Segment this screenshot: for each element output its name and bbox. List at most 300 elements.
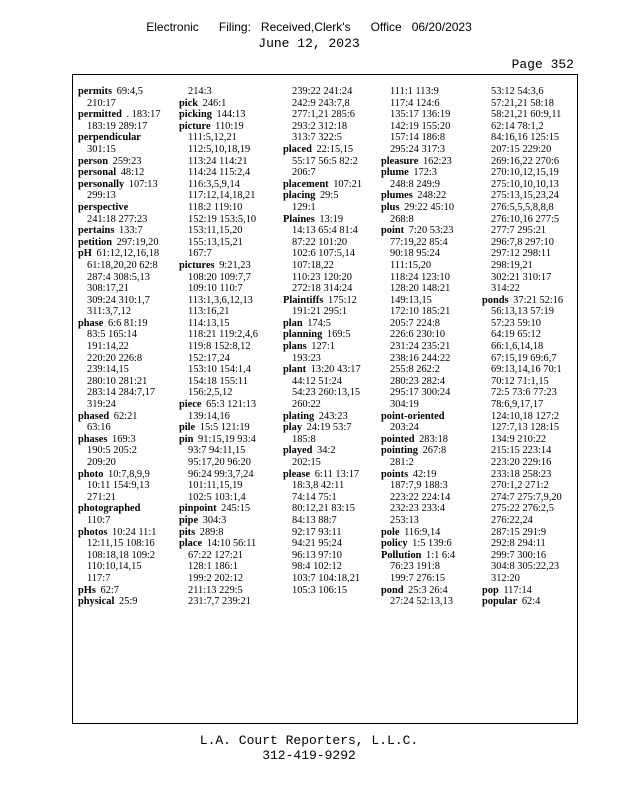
index-continuation: 102:5 103:1,4 [188, 491, 246, 503]
index-entry [179, 434, 277, 446]
index-references: 34:2 [314, 445, 336, 457]
index-continuation: 14:13 65:4 81:4 [292, 225, 358, 237]
index-references: 42:19 [410, 468, 437, 480]
index-continuation: 109:10 110:7 [188, 283, 243, 295]
index-headword: placed [283, 143, 312, 155]
index-references: 29:22 45:10 [401, 201, 455, 213]
index-continuation: 110:10,14,15 [87, 561, 142, 573]
index-headword: plating [283, 410, 315, 422]
index-entry [283, 318, 381, 330]
index-headword: Plaintiffs [283, 294, 324, 306]
index-references: 267:8 [419, 445, 447, 457]
transcript-date: June 12, 2023 [258, 36, 360, 51]
index-continuation: 275:13,15,23,24 [491, 190, 559, 202]
index-continuation: 287:15 291:9 [491, 526, 547, 538]
index-references: 62:21 [111, 410, 138, 422]
index-references: 24:19 53:7 [304, 422, 352, 434]
index-continuation: 116:3,5,9,14 [188, 178, 240, 190]
index-entry [381, 550, 479, 562]
index-entry [78, 225, 176, 237]
index-entry [179, 538, 277, 550]
index-headword: person [78, 155, 109, 167]
index-continuation: 211:13 229:5 [188, 584, 243, 596]
index-continuation: 149:13,15 [390, 294, 432, 306]
index-entry [78, 318, 176, 330]
index-continuation: 295:17 300:24 [390, 387, 451, 399]
index-references: 13:19 [316, 213, 344, 225]
index-entry [78, 434, 176, 446]
index-headword: points [381, 468, 409, 480]
index-continuation: 57:21,21 58:18 [491, 97, 554, 109]
index-entry [381, 225, 479, 237]
index-headword: pHs [78, 584, 96, 596]
index-continuation: 272:18 314:24 [292, 283, 353, 295]
index-entry [179, 422, 277, 434]
index-continuation: 117:7 [87, 572, 111, 584]
index-continuation: 275:22 276:2,5 [491, 503, 554, 515]
index-continuation: 134:9 210:22 [491, 433, 547, 445]
index-continuation: 142:19 155:20 [390, 120, 451, 132]
index-headword: phases [78, 433, 108, 445]
index-continuation: 61:18,20,20 62:8 [87, 259, 158, 271]
index-entry [482, 596, 580, 608]
index-headword: perpendicular [78, 132, 141, 144]
index-headword: popular [482, 596, 518, 608]
index-continuation: 156:2,5,12 [188, 387, 233, 399]
index-headword: place [179, 538, 203, 550]
index-references: 162:23 [420, 155, 452, 167]
index-entry [381, 527, 479, 539]
index-entry [283, 329, 381, 341]
index-entry [179, 503, 277, 515]
index-headword: picture [179, 120, 211, 132]
index-continuation: 223:20 229:16 [491, 457, 552, 468]
index-headword: pipe [179, 514, 199, 526]
index-continuation: 62:14 78:1,2 [491, 120, 544, 132]
index-continuation: 275:10,10,10,13 [491, 178, 559, 190]
index-headword: pole [381, 526, 400, 538]
index-headword: play [283, 422, 303, 434]
index-references: 245:15 [218, 503, 251, 515]
index-entry [381, 434, 479, 446]
index-continuation: 167:7 [188, 248, 212, 260]
index-continuation: 114:24 115:2,4 [188, 167, 251, 179]
index-references: 289:8 [197, 526, 224, 538]
index-entry [283, 190, 381, 202]
index-continuation: 54:23 260:13,15 [292, 387, 361, 399]
index-headword: point-oriented [381, 410, 445, 422]
index-continuation: 70:12 71:1,15 [491, 375, 549, 387]
index-column-5 [482, 86, 580, 608]
index-continuation: 271:21 [87, 491, 116, 503]
index-continuation: 183:19 289:17 [87, 120, 148, 132]
index-continuation: 74:14 75:1 [292, 491, 337, 503]
index-continuation: 107:18,22 [292, 259, 334, 271]
efiling-stamp: Electronic Filing: Received,Clerk's Office 06/20/2023 [146, 20, 472, 34]
index-continuation: 277:7 295:21 [491, 225, 547, 237]
index-continuation: 280:23 282:4 [390, 375, 446, 387]
index-continuation: 101:11,15,19 [188, 480, 243, 492]
index-continuation: 67:22 127:21 [188, 549, 244, 561]
index-continuation: 205:7 224:8 [390, 317, 440, 329]
index-entry [381, 538, 479, 550]
index-continuation: 56:13,13 57:19 [491, 306, 554, 318]
index-continuation: 276:5,5,5,8,8,8 [491, 201, 554, 213]
index-entry [283, 422, 381, 434]
index-continuation: 209:20 [87, 457, 116, 468]
index-continuation: 287:4 308:5,13 [87, 271, 150, 283]
index-references: 62:4 [519, 596, 541, 608]
index-references: 175:12 [325, 294, 357, 306]
index-entry [283, 445, 381, 457]
index-continuation: 274:7 275:7,9,20 [491, 491, 562, 503]
index-references: 110:19 [212, 120, 244, 132]
index-continuation: 311:3,7,12 [87, 306, 132, 318]
index-references: 65:3 121:13 [203, 399, 257, 411]
index-continuation: 276:10,16 277:5 [491, 213, 560, 225]
index-continuation: 215:15 223:14 [491, 445, 552, 457]
index-headword: pertains [78, 225, 115, 237]
index-continuation: 27:24 52:13,13 [390, 596, 453, 608]
index-column-1 [78, 86, 176, 608]
index-headword: played [283, 445, 313, 457]
index-headword: picking [179, 109, 212, 121]
index-entry [381, 411, 479, 423]
index-continuation: 10:11 154:9,13 [87, 480, 150, 492]
index-continuation: 231:7,7 239:21 [188, 596, 251, 608]
index-entry [78, 469, 176, 481]
index-entry [179, 527, 277, 539]
index-entry [179, 98, 277, 110]
index-continuation: 113:1,3,6,12,13 [188, 294, 253, 306]
index-continuation: 114:13,15 [188, 317, 230, 329]
index-continuation: 187:7,9 188:3 [390, 480, 448, 492]
index-continuation: 111:15,20 [390, 259, 432, 271]
index-headword: plant [283, 364, 307, 376]
index-headword: placing [283, 190, 316, 202]
reporter-phone: 312-419-9292 [262, 748, 356, 763]
index-continuation: 296:7,8 297:10 [491, 236, 554, 248]
index-headword: pH [78, 248, 92, 260]
index-column-3 [283, 86, 381, 596]
index-headword: personal [78, 167, 117, 179]
index-headword: personally [78, 178, 125, 190]
index-continuation: 313:7 322:5 [292, 132, 342, 144]
index-entry [179, 399, 277, 411]
index-references: 144:13 [213, 109, 246, 121]
index-continuation: 113:16,21 [188, 306, 230, 318]
index-continuation: 127:7,13 128:15 [491, 422, 560, 434]
index-headword: permits [78, 86, 113, 97]
index-continuation: 135:17 136:19 [390, 109, 451, 121]
index-continuation: 248:8 249:9 [390, 178, 440, 190]
index-headword: phase [78, 317, 104, 329]
index-headword: plus [381, 201, 400, 213]
index-entry [78, 585, 176, 597]
index-continuation: 281:2 [390, 457, 414, 468]
index-entry [179, 121, 277, 133]
index-references: 25:3 26:4 [405, 584, 448, 596]
index-headword: pits [179, 526, 196, 538]
index-references: 243:23 [316, 410, 348, 422]
index-continuation: 199:7 276:15 [390, 572, 446, 584]
index-entry [482, 585, 580, 597]
index-continuation: 55:17 56:5 82:2 [292, 155, 358, 167]
index-continuation: 239:14,15 [87, 364, 129, 376]
index-entry [78, 503, 176, 515]
index-entry [78, 596, 176, 608]
index-continuation: 111:5,12,21 [188, 132, 237, 144]
index-continuation: 226:6 230:10 [390, 329, 446, 341]
index-continuation: 301:15 [87, 143, 116, 155]
index-headword: petition [78, 236, 113, 248]
index-entry [179, 515, 277, 527]
index-references: 10:24 11:1 [109, 526, 157, 538]
index-entry [482, 295, 580, 307]
index-headword: policy [381, 538, 408, 550]
index-continuation: 191:14,22 [87, 341, 129, 353]
index-continuation: 58:21,21 60:9,11 [491, 109, 562, 121]
index-references: 13:20 43:17 [308, 364, 361, 376]
index-continuation: 84:16,16 125:15 [491, 132, 560, 144]
index-continuation: 153:11,15,20 [188, 225, 243, 237]
index-continuation: 102:6 107:5,14 [292, 248, 355, 260]
index-continuation: 157:14 186:8 [390, 132, 446, 144]
index-references: 22:15,15 [313, 143, 354, 155]
index-column-2 [179, 86, 277, 608]
index-continuation: 295:24 317:3 [390, 143, 446, 155]
index-continuation: 110:23 120:20 [292, 271, 352, 283]
index-entry [381, 469, 479, 481]
index-continuation: 297:12 298:11 [491, 248, 551, 260]
index-continuation: 207:15 229:20 [491, 143, 552, 155]
index-entry [78, 237, 176, 249]
index-continuation: 77:19,22 85:4 [390, 236, 448, 248]
index-continuation: 139:14,16 [188, 410, 230, 422]
index-continuation: 110:7 [87, 514, 111, 526]
index-headword: point [381, 225, 405, 237]
index-continuation: 314:22 [491, 283, 520, 295]
index-continuation: 268:8 [390, 213, 414, 225]
index-continuation: 128:20 148:21 [390, 283, 451, 295]
index-continuation: 96:13 97:10 [292, 549, 342, 561]
index-continuation: 193:23 [292, 352, 321, 364]
index-continuation: 87:22 101:20 [292, 236, 348, 248]
index-headword: pinpoint [179, 503, 217, 515]
index-continuation: 304:19 [390, 399, 419, 411]
index-continuation: 69:13,14,16 70:1 [491, 364, 562, 376]
index-continuation: 129:1 [292, 201, 316, 213]
index-references: 9:21,23 [216, 259, 251, 271]
index-entry [283, 179, 381, 191]
index-continuation: 124:10,18 127:2 [491, 410, 560, 422]
index-continuation: 66:1,6,14,18 [491, 341, 544, 353]
index-references: 259:23 [110, 155, 142, 167]
index-continuation: 220:20 226:8 [87, 352, 143, 364]
index-continuation: 202:15 [292, 457, 321, 468]
index-continuation: 152:17,24 [188, 352, 230, 364]
index-headword: pointed [381, 433, 415, 445]
index-headword: plan [283, 317, 303, 329]
index-headword: pick [179, 97, 199, 109]
index-headword: plans [283, 341, 307, 353]
index-entry [381, 156, 479, 168]
index-entry [381, 202, 479, 214]
index-continuation: 108:20 109:7,7 [188, 271, 251, 283]
index-headword: pin [179, 433, 194, 445]
reporter-name: L.A. Court Reporters, L.L.C. [199, 733, 419, 748]
index-continuation: 112:5,10,18,19 [188, 143, 251, 155]
index-column-4 [381, 86, 479, 608]
index-continuation: 206:7 [292, 167, 316, 179]
index-continuation: 293:2 312:18 [292, 120, 348, 132]
index-continuation: 292:8 294:11 [491, 538, 546, 550]
index-headword: pond [381, 584, 404, 596]
index-entry [381, 167, 479, 179]
index-references: 246:1 [200, 97, 227, 109]
index-continuation: 118:2 119:10 [188, 201, 243, 213]
index-continuation: 214:3 [188, 86, 212, 97]
index-entry [78, 156, 176, 168]
index-references: 29:5 [317, 190, 339, 202]
index-continuation: 280:10 281:21 [87, 375, 148, 387]
index-references: 127:1 [308, 341, 335, 353]
index-entry [381, 190, 479, 202]
index-continuation: 94:21 95:24 [292, 538, 342, 550]
index-headword: pointing [381, 445, 418, 457]
index-references: 10:7,8,9,9 [105, 468, 150, 480]
index-continuation: 117:4 124:6 [390, 97, 440, 109]
index-continuation: 319:24 [87, 399, 116, 411]
index-headword: pictures [179, 259, 215, 271]
index-entry [179, 260, 277, 272]
index-headword: pile [179, 422, 196, 434]
index-headword: permitted [78, 109, 122, 121]
index-references: 69:4,5 [114, 86, 143, 97]
index-headword: Pollution [381, 549, 422, 561]
index-references: 1:1 6:4 [423, 549, 456, 561]
index-continuation: 242:9 243:7,8 [292, 97, 350, 109]
index-continuation: 95:17,20 96:20 [188, 457, 251, 468]
word-index-box [72, 74, 578, 724]
index-continuation: 154:18 155:11 [188, 375, 248, 387]
index-continuation: 111:1 113:9 [390, 86, 439, 97]
index-headword: placement [283, 178, 329, 190]
index-references: 169:5 [324, 329, 351, 341]
index-continuation: 98:4 102:12 [292, 561, 342, 573]
index-continuation: 299:13 [87, 190, 116, 202]
index-references: 62:7 [97, 584, 119, 596]
index-references: 1:5 139:6 [409, 538, 452, 550]
index-continuation: 153:10 154:1,4 [188, 364, 251, 376]
index-continuation: 172:10 185:21 [390, 306, 451, 318]
index-headword: plumes [381, 190, 413, 202]
index-entry [381, 585, 479, 597]
index-entry [78, 411, 176, 423]
index-continuation: 203:24 [390, 422, 419, 434]
index-continuation: 210:17 [87, 97, 116, 109]
index-continuation: 92:17 93:11 [292, 526, 342, 538]
index-continuation: 232:23 233:4 [390, 503, 446, 515]
index-continuation: 84:13 88:7 [292, 514, 337, 526]
index-entry [381, 445, 479, 457]
index-continuation: 67:15,19 69:6,7 [491, 352, 557, 364]
index-entry [283, 214, 381, 226]
index-continuation: 253:13 [390, 514, 419, 526]
index-references: 297:19,20 [114, 236, 159, 248]
index-continuation: 113:24 114:21 [188, 155, 248, 167]
index-entry [78, 202, 176, 214]
index-entry [78, 179, 176, 191]
index-continuation: 239:22 241:24 [292, 86, 353, 97]
index-continuation: 191:21 295:1 [292, 306, 348, 318]
index-entry [78, 109, 176, 121]
index-references: 174:5 [304, 317, 331, 329]
index-continuation: 270:10,12,15,19 [491, 167, 559, 179]
index-entry [78, 248, 176, 260]
index-continuation: 309:24 310:1,7 [87, 294, 150, 306]
index-entry [283, 341, 381, 353]
index-headword: photographed [78, 503, 141, 515]
index-references: 283:18 [416, 433, 448, 445]
index-continuation: 277:1,21 285:6 [292, 109, 355, 121]
index-headword: ponds [482, 294, 509, 306]
index-references: 37:21 52:16 [510, 294, 564, 306]
index-continuation: 117:12,14,18,21 [188, 190, 256, 202]
index-headword: phased [78, 410, 110, 422]
index-continuation: 241:18 277:23 [87, 213, 148, 225]
index-continuation: 299:7 300:16 [491, 549, 547, 561]
index-continuation: 12:11,15 108:16 [87, 538, 155, 550]
index-continuation: 76:23 191:8 [390, 561, 440, 573]
index-references: 116:9,14 [401, 526, 441, 538]
index-continuation: 108:18,18 109:2 [87, 549, 156, 561]
index-entry [283, 364, 381, 376]
index-continuation: 233:18 258:23 [491, 468, 552, 480]
index-continuation: 80:12,21 83:15 [292, 503, 355, 515]
index-references: 107:21 [330, 178, 363, 190]
index-references: 15:5 121:19 [197, 422, 250, 434]
index-headword: perspective [78, 201, 129, 213]
index-continuation: 78:6,9,17,17 [491, 399, 544, 411]
index-continuation: 223:22 224:14 [390, 491, 451, 503]
index-references: 304:3 [200, 514, 227, 526]
index-references: 117:14 [500, 584, 532, 596]
index-continuation: 199:2 202:12 [188, 572, 244, 584]
index-entry [283, 411, 381, 423]
index-entry [283, 469, 381, 481]
index-headword: piece [179, 399, 202, 411]
index-references: 91:15,19 93:4 [195, 433, 256, 445]
index-references: 14:10 56:11 [204, 538, 257, 550]
index-continuation: 308:17,21 [87, 283, 129, 295]
index-entry [78, 132, 176, 144]
index-continuation: 90:18 95:24 [390, 248, 440, 260]
index-entry [78, 167, 176, 179]
index-continuation: 312:20 [491, 572, 520, 584]
index-continuation: 269:16,22 270:6 [491, 155, 560, 167]
index-continuation: 119:8 152:8,12 [188, 341, 251, 353]
index-references: 169:3 [109, 433, 136, 445]
index-continuation: 57:23 59:10 [491, 317, 541, 329]
index-continuation: 190:5 205:2 [87, 445, 137, 457]
index-references: 25:9 [116, 596, 138, 608]
index-continuation: 118:24 123:10 [390, 271, 450, 283]
index-continuation: 238:16 244:22 [390, 352, 451, 364]
index-continuation: 118:21 119:2,4,6 [188, 329, 258, 341]
index-headword: pleasure [381, 155, 419, 167]
index-continuation: 185:8 [292, 433, 316, 445]
